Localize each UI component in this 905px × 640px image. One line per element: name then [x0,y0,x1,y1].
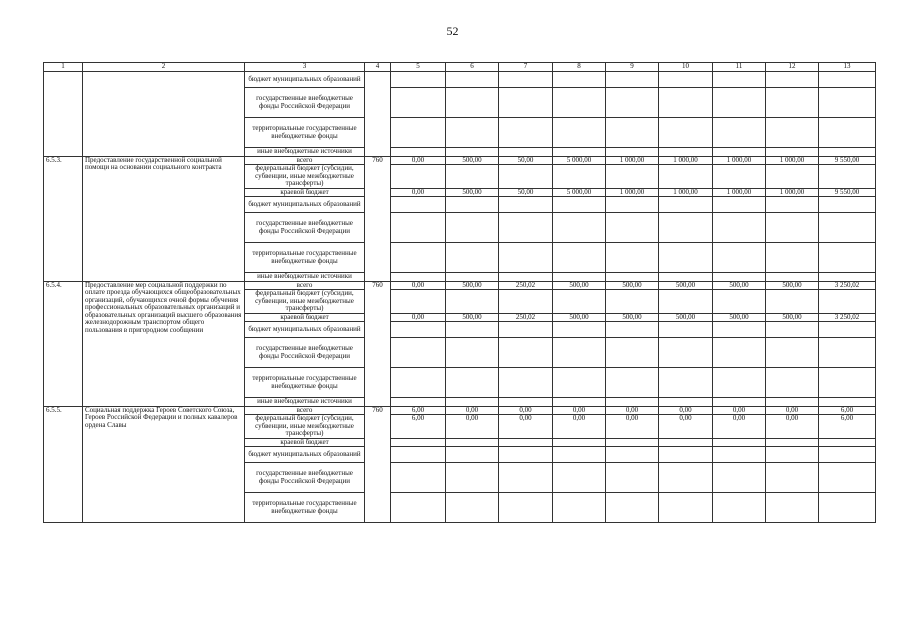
value-col-12 [766,338,819,368]
value-col-11 [713,88,766,118]
value-col-11: 0,00 [713,406,766,415]
value-col-6 [446,368,499,398]
column-number-4: 4 [365,63,391,72]
value-col-6: 500,00 [446,156,499,165]
value-col-9 [606,148,659,157]
value-col-10 [659,438,713,447]
value-col-8: 500,00 [553,313,606,322]
value-col-5 [391,72,446,88]
value-col-12: 500,00 [766,313,819,322]
column-number-6: 6 [446,63,499,72]
funding-source: бюджет муниципальных образований [245,197,365,213]
value-col-7 [499,368,553,398]
funding-source: иные внебюджетные источники [245,148,365,157]
header-row [44,63,876,72]
value-col-9 [606,447,659,463]
funding-source: федеральный бюджет (субсидии, субвенции, иные межбюджетные трансферты) [245,415,365,439]
value-col-9 [606,243,659,273]
funding-source: государственные внебюджетные фонды Российской Федерации [245,88,365,118]
value-col-6: 0,00 [446,406,499,415]
value-col-12: 0,00 [766,406,819,415]
value-col-9 [606,72,659,88]
value-col-12 [766,213,819,243]
value-col-9: 0,00 [606,406,659,415]
value-col-7 [499,118,553,148]
value-col-12 [766,463,819,493]
table-row [44,281,876,290]
value-col-7 [499,88,553,118]
value-col-9: 1 000,00 [606,188,659,197]
value-col-5: 0,00 [391,156,446,165]
value-col-11: 1 000,00 [713,188,766,197]
value-col-10 [659,463,713,493]
value-col-13 [819,213,876,243]
value-col-10 [659,197,713,213]
column-number-2: 2 [83,63,245,72]
value-col-7: 50,00 [499,188,553,197]
funding-source: иные внебюджетные источники [245,273,365,282]
value-col-5: 6,00 [391,415,446,439]
value-col-10 [659,338,713,368]
value-col-6 [446,322,499,338]
measure-name [83,72,245,157]
value-col-6 [446,243,499,273]
value-col-8 [553,493,606,523]
value-col-10 [659,72,713,88]
value-col-6: 500,00 [446,188,499,197]
value-col-7: 250,02 [499,281,553,290]
value-col-6 [446,447,499,463]
funding-source: государственные внебюджетные фонды Российской Федерации [245,338,365,368]
value-col-13: 3 250,02 [819,313,876,322]
value-col-8 [553,368,606,398]
value-col-6: 500,00 [446,313,499,322]
value-col-11 [713,290,766,314]
value-col-9 [606,368,659,398]
value-col-11 [713,197,766,213]
value-col-5 [391,463,446,493]
value-col-7 [499,197,553,213]
funding-source: государственные внебюджетные фонды Российской Федерации [245,213,365,243]
value-col-5 [391,447,446,463]
value-col-12: 1 000,00 [766,156,819,165]
value-col-12: 1 000,00 [766,188,819,197]
column-number-1: 1 [44,63,83,72]
value-col-8 [553,398,606,407]
funding-source: государственные внебюджетные фонды Российской Федерации [245,463,365,493]
funding-source: краевой бюджет [245,313,365,322]
value-col-8 [553,273,606,282]
column-number-12: 12 [766,63,819,72]
funding-source: всего [245,406,365,415]
value-col-12 [766,165,819,189]
value-col-5 [391,398,446,407]
value-col-12 [766,493,819,523]
value-col-12 [766,438,819,447]
value-col-8 [553,165,606,189]
value-col-9 [606,463,659,493]
value-col-11 [713,438,766,447]
value-col-5: 0,00 [391,313,446,322]
value-col-5 [391,338,446,368]
value-col-7 [499,338,553,368]
value-col-8: 500,00 [553,281,606,290]
value-col-10 [659,243,713,273]
value-col-10 [659,148,713,157]
table-row [44,406,876,415]
value-col-8: 0,00 [553,406,606,415]
value-col-13: 9 550,00 [819,188,876,197]
value-col-9 [606,213,659,243]
value-col-5 [391,118,446,148]
value-col-6 [446,463,499,493]
value-col-11 [713,463,766,493]
value-col-11: 0,00 [713,415,766,439]
value-col-9 [606,197,659,213]
value-col-8 [553,118,606,148]
value-col-7 [499,72,553,88]
value-col-13 [819,368,876,398]
value-col-7: 50,00 [499,156,553,165]
value-col-10 [659,273,713,282]
funding-source: краевой бюджет [245,438,365,447]
value-col-10: 1 000,00 [659,156,713,165]
value-col-9 [606,338,659,368]
value-col-6 [446,438,499,447]
value-col-11 [713,447,766,463]
value-col-13 [819,447,876,463]
value-col-10 [659,88,713,118]
value-col-10 [659,118,713,148]
value-col-6 [446,72,499,88]
value-col-13: 6,00 [819,406,876,415]
value-col-13: 9 550,00 [819,156,876,165]
value-col-13 [819,118,876,148]
value-col-13 [819,243,876,273]
value-col-7 [499,438,553,447]
value-col-10: 0,00 [659,415,713,439]
value-col-5 [391,273,446,282]
value-col-8 [553,213,606,243]
measure-code [44,72,83,157]
funding-source: федеральный бюджет (субсидии, субвенции, иные межбюджетные трансферты) [245,165,365,189]
kbk-code: 760 [365,406,391,523]
value-col-10: 0,00 [659,406,713,415]
value-col-13: 6,00 [819,415,876,439]
value-col-12 [766,118,819,148]
value-col-9 [606,438,659,447]
value-col-9 [606,88,659,118]
value-col-13 [819,197,876,213]
value-col-8 [553,322,606,338]
value-col-12: 0,00 [766,415,819,439]
value-col-5 [391,322,446,338]
value-col-5 [391,290,446,314]
value-col-13 [819,438,876,447]
value-col-5 [391,368,446,398]
value-col-6 [446,213,499,243]
value-col-6 [446,493,499,523]
value-col-10: 1 000,00 [659,188,713,197]
value-col-8: 0,00 [553,415,606,439]
value-col-13 [819,72,876,88]
value-col-10 [659,165,713,189]
column-number-10: 10 [659,63,713,72]
table-row [44,72,876,88]
value-col-11 [713,338,766,368]
value-col-8 [553,197,606,213]
value-col-13 [819,88,876,118]
page-number: 52 [446,24,459,38]
measure-name: Социальная поддержка Героев Советского Союза, Героев Российской Федерации и полных кавалеров ордена Славы [83,406,245,523]
value-col-12 [766,368,819,398]
kbk-code [365,72,391,157]
value-col-11 [713,213,766,243]
value-col-5 [391,88,446,118]
budget-table [43,62,876,523]
value-col-11 [713,165,766,189]
value-col-7: 250,02 [499,313,553,322]
value-col-13 [819,322,876,338]
funding-source: бюджет муниципальных образований [245,322,365,338]
funding-source: всего [245,281,365,290]
value-col-13 [819,493,876,523]
value-col-7 [499,463,553,493]
value-col-9 [606,322,659,338]
value-col-6: 500,00 [446,281,499,290]
value-col-6 [446,290,499,314]
funding-source: бюджет муниципальных образований [245,447,365,463]
value-col-11 [713,243,766,273]
value-col-7: 0,00 [499,406,553,415]
value-col-6 [446,273,499,282]
kbk-code: 760 [365,281,391,406]
value-col-10 [659,447,713,463]
value-col-8 [553,463,606,493]
funding-source: краевой бюджет [245,188,365,197]
funding-source: иные внебюджетные источники [245,398,365,407]
measure-code: 6.5.3. [44,156,83,281]
value-col-8 [553,447,606,463]
value-col-8: 5 000,00 [553,156,606,165]
value-col-11 [713,148,766,157]
value-col-6 [446,398,499,407]
value-col-7 [499,322,553,338]
value-col-12 [766,398,819,407]
value-col-13 [819,148,876,157]
value-col-10 [659,368,713,398]
value-col-12 [766,447,819,463]
funding-source: территориальные государственные внебюджетные фонды [245,368,365,398]
value-col-9 [606,290,659,314]
column-number-3: 3 [245,63,365,72]
value-col-5: 6,00 [391,406,446,415]
column-number-13: 13 [819,63,876,72]
value-col-12 [766,88,819,118]
table-row [44,156,876,165]
funding-source: территориальные государственные внебюджетные фонды [245,118,365,148]
funding-source: территориальные государственные внебюджетные фонды [245,243,365,273]
funding-source: территориальные государственные внебюджетные фонды [245,493,365,523]
value-col-5 [391,438,446,447]
value-col-8 [553,72,606,88]
value-col-11 [713,118,766,148]
value-col-9 [606,118,659,148]
kbk-code: 760 [365,156,391,281]
value-col-7 [499,273,553,282]
value-col-8 [553,243,606,273]
value-col-11 [713,72,766,88]
value-col-6 [446,197,499,213]
value-col-8: 5 000,00 [553,188,606,197]
value-col-5 [391,493,446,523]
value-col-11 [713,368,766,398]
funding-source: федеральный бюджет (субсидии, субвенции, иные межбюджетные трансферты) [245,290,365,314]
column-number-7: 7 [499,63,553,72]
funding-source: бюджет муниципальных образований [245,72,365,88]
value-col-5 [391,243,446,273]
measure-name: Предоставление мер социальной поддержки по оплате проезда обучающихся общеобразовательных организаций, обучающихся очной формы обучения профессиональных образовательных организаций и образовательных организаций высшего образования железнодорожным транспортом общего пользования в пригородном сообщении [83,281,245,406]
value-col-11: 500,00 [713,281,766,290]
column-number-5: 5 [391,63,446,72]
value-col-13: 3 250,02 [819,281,876,290]
value-col-11 [713,398,766,407]
value-col-8 [553,338,606,368]
value-col-11: 500,00 [713,313,766,322]
value-col-5 [391,165,446,189]
value-col-10: 500,00 [659,313,713,322]
value-col-7 [499,398,553,407]
value-col-13 [819,165,876,189]
value-col-8 [553,88,606,118]
value-col-7: 0,00 [499,415,553,439]
value-col-8 [553,438,606,447]
value-col-6 [446,165,499,189]
value-col-7 [499,243,553,273]
value-col-6 [446,118,499,148]
value-col-6: 0,00 [446,415,499,439]
value-col-12 [766,148,819,157]
value-col-11: 1 000,00 [713,156,766,165]
value-col-12 [766,290,819,314]
value-col-13 [819,290,876,314]
value-col-8 [553,148,606,157]
value-col-13 [819,273,876,282]
value-col-7 [499,290,553,314]
value-col-9: 1 000,00 [606,156,659,165]
value-col-12 [766,322,819,338]
value-col-11 [713,322,766,338]
measure-code: 6.5.5. [44,406,83,523]
value-col-5 [391,197,446,213]
value-col-6 [446,338,499,368]
funding-source: всего [245,156,365,165]
value-col-10 [659,213,713,243]
value-col-10 [659,493,713,523]
value-col-7 [499,493,553,523]
value-col-9 [606,493,659,523]
value-col-12 [766,243,819,273]
value-col-10 [659,398,713,407]
value-col-11 [713,493,766,523]
value-col-9: 500,00 [606,313,659,322]
value-col-7 [499,213,553,243]
value-col-9 [606,273,659,282]
value-col-13 [819,398,876,407]
value-col-9 [606,398,659,407]
value-col-8 [553,290,606,314]
column-number-8: 8 [553,63,606,72]
value-col-12: 500,00 [766,281,819,290]
value-col-5 [391,148,446,157]
column-number-9: 9 [606,63,659,72]
value-col-6 [446,88,499,118]
value-col-5 [391,213,446,243]
value-col-5: 0,00 [391,281,446,290]
value-col-13 [819,463,876,493]
value-col-6 [446,148,499,157]
value-col-12 [766,72,819,88]
value-col-10: 500,00 [659,281,713,290]
measure-name: Предоставление государственной социальной помощи на основании социального контракта [83,156,245,281]
value-col-9 [606,165,659,189]
value-col-13 [819,338,876,368]
value-col-5: 0,00 [391,188,446,197]
value-col-7 [499,447,553,463]
value-col-10 [659,290,713,314]
value-col-11 [713,273,766,282]
value-col-7 [499,165,553,189]
value-col-12 [766,273,819,282]
value-col-12 [766,197,819,213]
value-col-10 [659,322,713,338]
value-col-9: 500,00 [606,281,659,290]
value-col-7 [499,148,553,157]
column-number-11: 11 [713,63,766,72]
measure-code: 6.5.4. [44,281,83,406]
value-col-9: 0,00 [606,415,659,439]
